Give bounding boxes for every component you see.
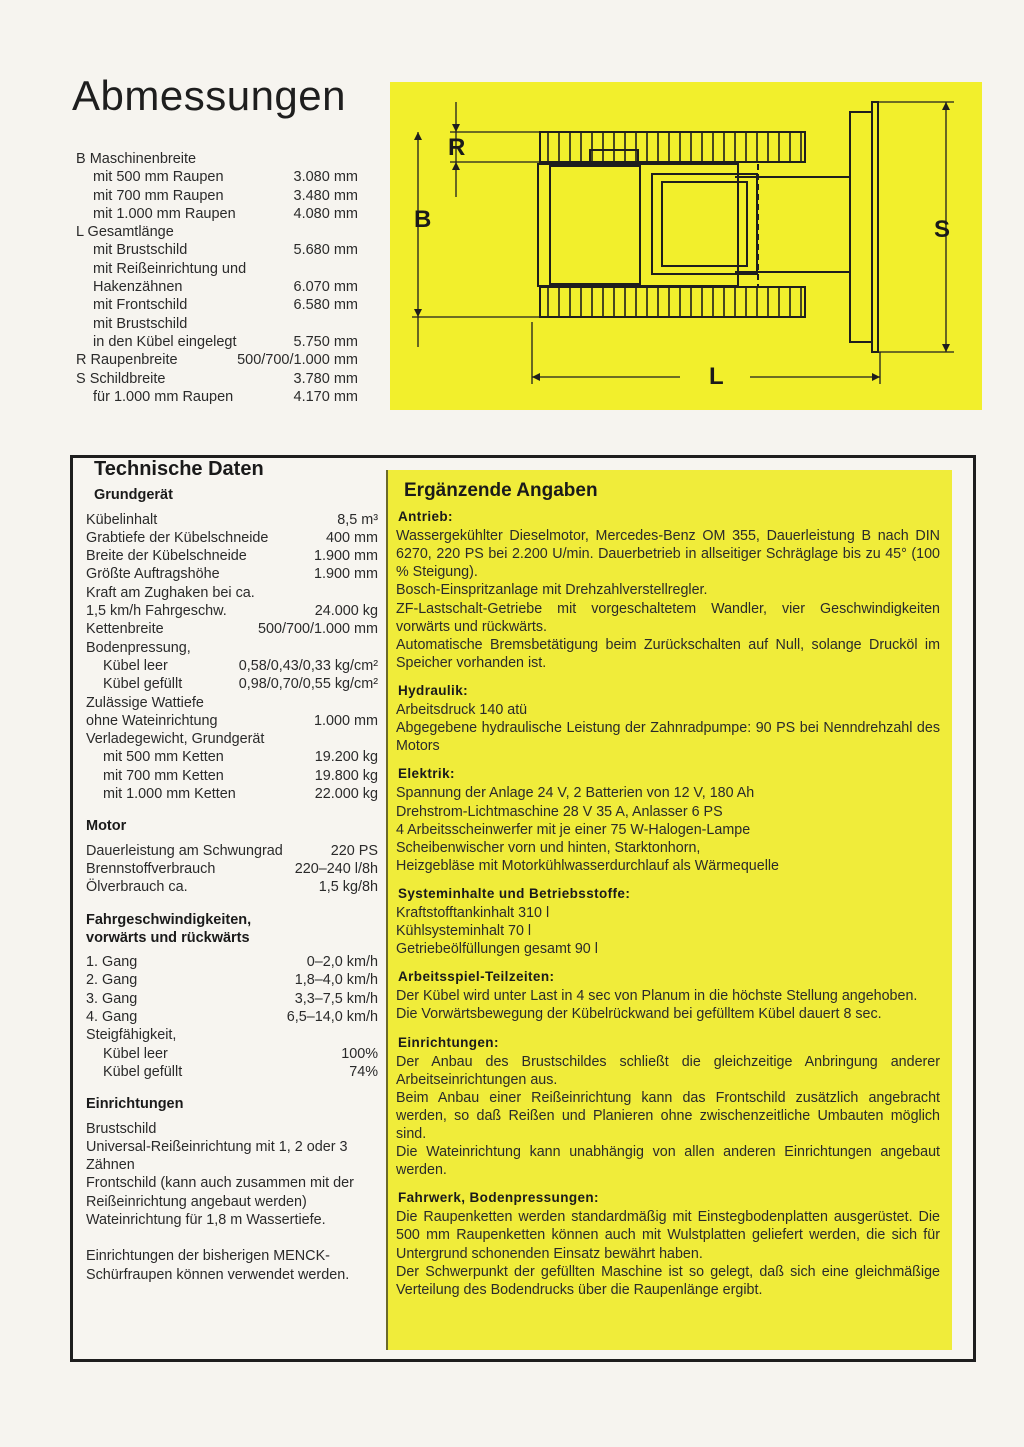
motor-row xyxy=(86,860,378,878)
label-s: S xyxy=(934,216,951,243)
grundgeraet-value: 0,98/0,70/0,55 kg/cm² xyxy=(238,676,378,693)
dimension-value: 6.070 mm xyxy=(293,279,358,296)
dimension-label: R Raupenbreite xyxy=(76,352,178,369)
dimension-value: 3.480 mm xyxy=(293,187,358,204)
dimension-value xyxy=(358,223,366,241)
grundgeraet-label: Kübelinhalt xyxy=(86,511,158,528)
dimension-value xyxy=(358,260,366,278)
grundgeraet-value: 0,58/0,43/0,33 kg/cm² xyxy=(238,657,378,674)
dimension-label: B Maschinenbreite xyxy=(76,151,197,167)
dimension-row xyxy=(76,296,366,314)
grundgeraet-label: Kübel leer xyxy=(103,657,168,674)
supplementary-sections xyxy=(396,508,940,1299)
grundgeraet-row xyxy=(86,565,378,583)
gang-row xyxy=(86,1026,378,1044)
grundgeraet-value: 500/700/1.000 mm xyxy=(257,621,378,638)
supplementary-section-text: ZF-Lastschalt-Getriebe mit vorgeschaltetem Wandler, vier Geschwindigkeiten vorwärts und rückwärts. xyxy=(396,600,940,635)
supplementary-section-text: Bosch-Einspritzanlage mit Drehzahlverstellregler. xyxy=(396,582,708,599)
dimension-value: 4.080 mm xyxy=(293,205,358,222)
supplementary-section-text: Arbeitsdruck 140 atü xyxy=(396,702,528,719)
fahrgeschwindigkeiten-heading-1: Fahrgeschwindigkeiten, xyxy=(86,911,252,928)
supplementary-section-text: Der Anbau des Brustschildes schließt die gleichzeitige Anbringung anderer Arbeitseinrichtungen aus. xyxy=(396,1053,940,1088)
grundgeraet-row xyxy=(86,767,378,785)
dimension-row xyxy=(76,205,366,223)
dimension-row xyxy=(76,315,366,333)
gang-row xyxy=(86,1045,378,1063)
supplementary-section-text: Automatische Bremsbetätigung beim Zurückschalten auf Null, solange Drucköl im Speicher vorhanden ist. xyxy=(396,636,940,671)
motor-value: 220–240 l/8h xyxy=(294,860,378,877)
grundgeraet-row xyxy=(86,584,378,602)
technical-data-left-column xyxy=(86,458,378,1284)
grundgeraet-value: 8,5 m³ xyxy=(337,511,378,528)
gang-label: 4. Gang xyxy=(86,1009,138,1026)
upper-track xyxy=(540,132,805,162)
gang-label: 3. Gang xyxy=(86,990,138,1007)
dimension-value: 5.750 mm xyxy=(293,333,358,350)
grundgeraet-row xyxy=(86,547,378,565)
gang-value: 0–2,0 km/h xyxy=(306,954,378,971)
grundgeraet-label: Breite der Kübelschneide xyxy=(86,548,247,565)
label-b: B xyxy=(414,206,432,233)
blade xyxy=(850,112,872,342)
motor-label: Dauerleistung am Schwungrad xyxy=(86,842,283,859)
section-motor: Motor xyxy=(86,818,127,835)
grundgeraet-value: 19.800 kg xyxy=(314,767,378,784)
dimension-value: 3.080 mm xyxy=(293,169,358,186)
grundgeraet-label: Bodenpressung, xyxy=(86,639,191,656)
supplementary-section-heading: Systeminhalte und Betriebsstoffe: xyxy=(398,885,631,901)
section-fahrgeschwindigkeiten xyxy=(86,911,378,948)
supplementary-section-heading: Elektrik: xyxy=(398,766,455,782)
label-l: L xyxy=(709,363,724,390)
supplementary-section-text: Der Kübel wird unter Last in 4 sec von Planum in die höchste Stellung angehoben. xyxy=(396,988,918,1005)
supplementary-section-text: Kühlsysteminhalt 70 l xyxy=(396,923,532,940)
supplementary-section-text: Wassergekühlter Dieselmotor, Mercedes-Benz OM 355, Dauerleistung B nach DIN 6270, 220 PS bei 2.200 U/min. Dauerbetrieb in allseitiger Schräglage bis zu 45° (100 % Steigung). xyxy=(396,528,940,581)
dimension-row xyxy=(76,168,366,186)
dimension-row xyxy=(76,241,366,259)
supplementary-section-text: Kraftstofftankinhalt 310 l xyxy=(396,904,550,921)
supplementary-section-text: Der Schwerpunkt der gefüllten Maschine ist so gelegt, daß sich eine gleichmäßige Verteilung des Bodendrucks über die Raupenlänge ergibt. xyxy=(396,1263,940,1298)
grundgeraet-row xyxy=(86,602,378,620)
supplementary-section-heading: Arbeitsspiel-Teilzeiten: xyxy=(398,969,555,985)
gang-value: 3,3–7,5 km/h xyxy=(294,990,378,1007)
grundgeraet-value: 22.000 kg xyxy=(314,786,378,803)
supplementary-info-content xyxy=(396,478,940,1299)
machine-top-view-drawing xyxy=(390,82,982,410)
grundgeraet-row xyxy=(86,511,378,529)
grundgeraet-row xyxy=(86,694,378,712)
dimension-label: mit Frontschild xyxy=(93,297,188,314)
gang-label: Steigfähigkeit, xyxy=(86,1027,177,1044)
grundgeraet-label: mit 500 mm Ketten xyxy=(103,749,224,766)
gang-row xyxy=(86,953,378,971)
label-r: R xyxy=(448,134,466,161)
grundgeraet-label: mit 700 mm Ketten xyxy=(103,767,224,784)
gang-label: 2. Gang xyxy=(86,972,138,989)
dimension-row xyxy=(76,187,366,205)
grundgeraet-row xyxy=(86,785,378,803)
einrichtungen-text-2: Universal-Reißeinrichtung mit 1, 2 oder 3 Zähnen xyxy=(86,1138,348,1174)
motor-value: 220 PS xyxy=(330,842,378,859)
dimension-label: mit Reißeinrichtung und xyxy=(93,260,247,277)
page-title: Abmessungen xyxy=(72,72,347,119)
dimension-value: 6.580 mm xyxy=(293,297,358,314)
dimension-label: für 1.000 mm Raupen xyxy=(93,388,234,405)
dimension-label: mit Brustschild xyxy=(93,315,188,332)
dimension-value xyxy=(358,150,366,168)
section-einrichtungen: Einrichtungen xyxy=(86,1096,184,1113)
motor-value: 1,5 kg/8h xyxy=(318,879,378,896)
dimension-label: in den Kübel eingelegt xyxy=(93,333,237,350)
grundgeraet-label: Kraft am Zughaken bei ca. xyxy=(86,584,255,601)
grundgeraet-label: Grabtiefe der Kübelschneide xyxy=(86,529,269,546)
section-grundgeraet: Grundgerät xyxy=(94,487,173,504)
gang-row xyxy=(86,971,378,989)
supplementary-section-text: Beim Anbau einer Reißeinrichtung kann das Frontschild zusätzlich angebracht werden, so daß Reißen und Planieren ohne zwischenzeitliche Umbauten möglich sind. xyxy=(396,1089,940,1142)
dimension-value: 5.680 mm xyxy=(293,242,358,259)
fahrgeschwindigkeiten-heading-2: vorwärts und rückwärts xyxy=(86,929,250,946)
grundgeraet-row xyxy=(86,657,378,675)
dimension-row xyxy=(76,370,366,388)
dimension-row xyxy=(76,223,366,241)
gang-value: 100% xyxy=(341,1045,378,1062)
dimension-label: mit 700 mm Raupen xyxy=(93,187,224,204)
dimension-value: 500/700/1.000 mm xyxy=(237,352,358,369)
grundgeraet-label: 1,5 km/h Fahrgeschw. xyxy=(86,603,227,620)
supplementary-section-text: Heizgebläse mit Motorkühlwasserdurchlauf als Wärmequelle xyxy=(396,857,780,874)
motor-row xyxy=(86,842,378,860)
gang-value: 6,5–14,0 km/h xyxy=(286,1009,378,1026)
dimension-label: L Gesamtlänge xyxy=(76,224,174,241)
supplementary-section-text: Die Vorwärtsbewegung der Kübelrückwand bei gefülltem Kübel dauert 8 sec. xyxy=(396,1006,882,1023)
supplementary-section-text: Die Raupenketten werden standardmäßig mit Einstegbodenplatten ausgerüstet. Die 500 mm Raupenketten können auch mit Wulstplatten geliefert werden, die sich für Untergrund schonenden Einsatz bewährt haben. xyxy=(396,1209,940,1262)
supplementary-section-text: Die Wateinrichtung kann unabhängig von allen anderen Einrichtungen angebaut werden. xyxy=(396,1144,940,1179)
supplementary-section-heading: Hydraulik: xyxy=(398,682,469,698)
dimension-value: 3.780 mm xyxy=(293,370,358,387)
technical-data-title: Technische Daten xyxy=(94,458,264,480)
grundgeraet-row xyxy=(86,748,378,766)
grundgeraet-row xyxy=(86,730,378,748)
supplementary-section-text: Spannung der Anlage 24 V, 2 Batterien von 12 V, 180 Ah xyxy=(396,785,755,802)
supplementary-section-heading: Einrichtungen: xyxy=(398,1034,499,1050)
lower-track xyxy=(540,287,805,317)
dimension-label: Hakenzähnen xyxy=(93,279,183,296)
dimension-row xyxy=(76,150,366,168)
dimension-label: mit Brustschild xyxy=(93,242,188,259)
grundgeraet-value: 1.000 mm xyxy=(314,712,378,729)
fahrgeschwindigkeiten-rows xyxy=(86,953,378,1081)
grundgeraet-value: 1.900 mm xyxy=(314,566,378,583)
einrichtungen-text-1: Brustschild xyxy=(86,1120,157,1137)
supplementary-section-text: Scheibenwischer vorn und hinten, Starktonhorn, xyxy=(396,839,701,856)
grundgeraet-value: 400 mm xyxy=(326,529,378,546)
supplementary-section-heading: Antrieb: xyxy=(398,509,453,525)
gang-value: 1,8–4,0 km/h xyxy=(294,972,378,989)
gang-label: 1. Gang xyxy=(86,954,138,971)
motor-label: Ölverbrauch ca. xyxy=(86,879,188,896)
dimensions-list xyxy=(76,150,366,406)
gang-row xyxy=(86,990,378,1008)
gang-row xyxy=(86,1008,378,1026)
dimension-label: mit 1.000 mm Raupen xyxy=(93,205,236,222)
supplementary-section-text: 4 Arbeitsscheinwerfer mit je einer 75 W-Halogen-Lampe xyxy=(396,821,751,838)
einrichtungen-text-4: Wateinrichtung für 1,8 m Wassertiefe. xyxy=(86,1211,326,1228)
supplementary-section-text: Getriebeölfüllungen gesamt 90 l xyxy=(396,941,598,958)
grundgeraet-row xyxy=(86,620,378,638)
grundgeraet-label: Verladegewicht, Grundgerät xyxy=(86,731,265,748)
gang-row xyxy=(86,1063,378,1081)
dimension-row xyxy=(76,278,366,296)
grundgeraet-label: Größte Auftragshöhe xyxy=(86,566,220,583)
grundgeraet-row xyxy=(86,529,378,547)
grundgeraet-row xyxy=(86,639,378,657)
supplementary-section-text: Drehstrom-Lichtmaschine 28 V 35 A, Anlasser 6 PS xyxy=(396,803,723,820)
motor-label: Brennstoffverbrauch xyxy=(86,860,216,877)
supplementary-section-text: Abgegebene hydraulische Leistung der Zahnradpumpe: 90 PS bei Nenndrehzahl des Motors xyxy=(396,720,940,755)
dimension-label: mit 500 mm Raupen xyxy=(93,169,224,186)
grundgeraet-label: mit 1.000 mm Ketten xyxy=(103,786,236,803)
grundgeraet-value: 1.900 mm xyxy=(314,548,378,565)
dimension-value: 4.170 mm xyxy=(293,388,358,405)
dimension-value xyxy=(358,315,366,333)
gang-label: Kübel leer xyxy=(103,1045,168,1062)
dimension-row xyxy=(76,388,366,406)
gang-value: 74% xyxy=(349,1063,378,1080)
motor-rows xyxy=(86,842,378,897)
grundgeraet-label: Kübel gefüllt xyxy=(103,676,183,693)
grundgeraet-value: 19.200 kg xyxy=(314,749,378,766)
dimension-row xyxy=(76,351,366,369)
motor-row xyxy=(86,878,378,896)
dimension-row xyxy=(76,333,366,351)
grundgeraet-row xyxy=(86,675,378,693)
grundgeraet-label: Zulässige Wattiefe xyxy=(86,694,204,711)
grundgeraet-label: Kettenbreite xyxy=(86,621,164,638)
dimension-label: S Schildbreite xyxy=(76,370,166,387)
supplementary-section-heading: Fahrwerk, Bodenpressungen: xyxy=(398,1190,599,1206)
dimension-row xyxy=(76,260,366,278)
einrichtungen-text-5: Einrichtungen der bisherigen MENCK-Schürfraupen können verwendet werden. xyxy=(86,1248,350,1283)
grundgeraet-row xyxy=(86,712,378,730)
grundgeraet-label: ohne Wateinrichtung xyxy=(86,712,218,729)
dimension-diagram xyxy=(390,82,982,410)
supplementary-info-title: Ergänzende Angaben xyxy=(404,480,598,501)
grundgeraet-rows xyxy=(86,511,378,804)
gang-label: Kübel gefüllt xyxy=(103,1063,183,1080)
einrichtungen-text-3: Frontschild (kann auch zusammen mit der Reißeinrichtung angebaut werden) xyxy=(86,1175,354,1210)
grundgeraet-value: 24.000 kg xyxy=(314,603,378,620)
